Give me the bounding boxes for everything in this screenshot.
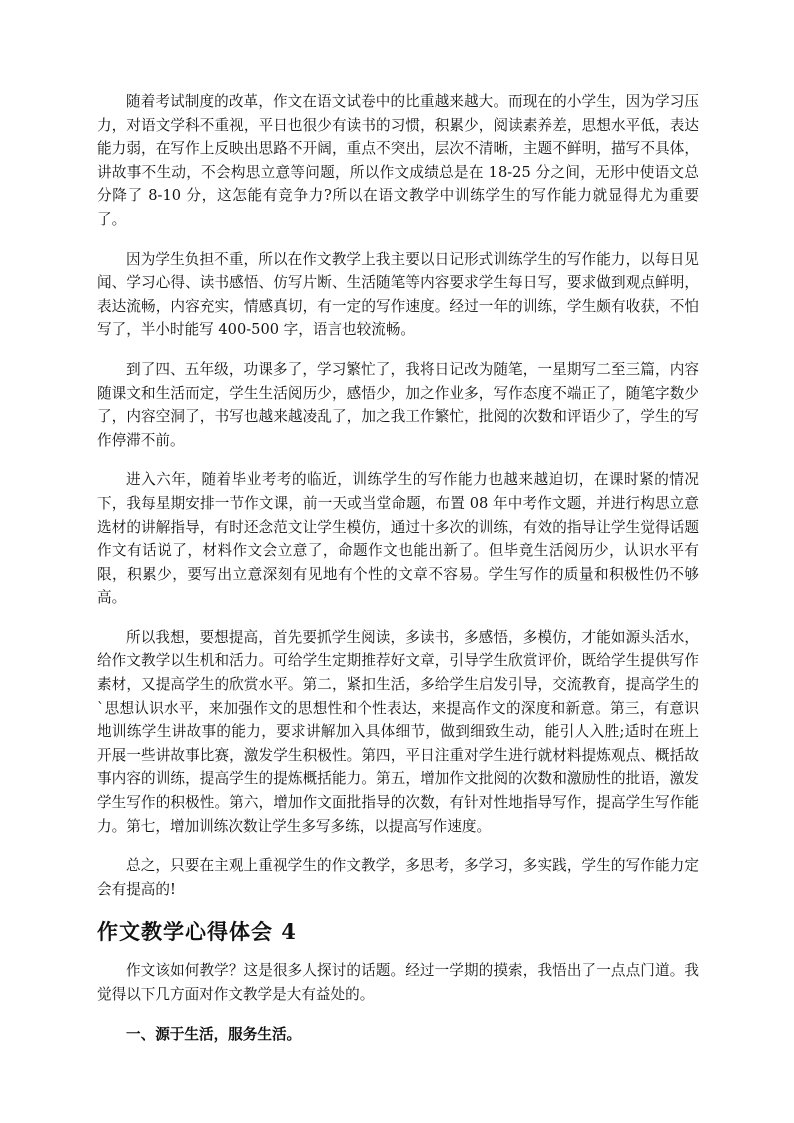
paragraph: 随着考试制度的改革，作文在语文试卷中的比重越来越大。而现在的小学生，因为学习压力，对语文学科不重视，平日也很少有读书的习惯，积累少，阅读素养差，思想水平低，表达能力弱，在写作上反映出思路不开阔，重点不突出，层次不清晰，主题不鲜明，描写不具体，讲故事不生动，不会构思立意等问题，所以作文成绩总是在 18-25 分之间，无形中使语文总分降了 8-10 分，这怎能有竞争力?所以在语文教学中训练学生的写作能力就显得尤为重要了。 — [97, 93, 699, 228]
paragraph: 所以我想，要想提高，首先要抓学生阅读，多读书，多感悟，多模仿，才能如源头活水，给作文教学以生机和活力。可给学生定期推荐好文章，引导学生欣赏评价，既给学生提供写作素材，又提高学生的欣赏水平。第二，紧扣生活，多给学生启发引导，交流教育，提高学生的`思想认识水平，来加强作文的思想性和个性表达，来提高作文的深度和新意。第三，有意识地训练学生讲故事的能力，要求讲解加入具体细节，做到细致生动，能引人入胜;适时在班上开展一些讲故事比赛，激发学生积极性。第四，平日注重对学生进行就材料提炼观点、概括故事内容的训练，提高学生的提炼概括能力。第五，增加作文批阅的次数和激励性的批语，激发学生写作的积极性。第六，增加作文面批指导的次数，有针对性地指导写作，提高学生写作能力。第七，增加训练次数让学生多写多练，以提高写作速度。 — [97, 628, 699, 835]
paragraph: 进入六年，随着毕业考考的临近，训练学生的写作能力也越来越迫切，在课时紧的情况下，我每星期安排一节作文课，前一天或当堂命题，布置 08 年中考作文题，并进行构思立意选材的讲解指导，有时还念范文让学生模仿，通过十多次的训练，有效的指导让学生觉得话题作文有话说了，材料作文会立意了，命题作文也能出新了。但毕竟生活阅历少，认识水平有限，积累少，要写出立意深刻有见地有个性的文章不容易。学生写作的质量和积极性仍不够高。 — [97, 471, 699, 607]
subsection-heading: 一、源于生活，服务生活。 — [126, 1025, 302, 1043]
section-heading: 作文教学心得体会 4 — [97, 919, 297, 945]
paragraph: 作文该如何教学？这是很多人探讨的话题。经过一学期的摸索，我悟出了一点点门道。我觉得以下几方面对作文教学是大有益处的。 — [97, 962, 699, 1003]
paragraph: 因为学生负担不重，所以在作文教学上我主要以日记形式训练学生的写作能力，以每日见闻、学习心得、读书感悟、仿写片断、生活随笔等内容要求学生每日写，要求做到观点鲜明，表达流畅，内容充实，情感真切，有一定的写作速度。经过一年的训练，学生颇有收获，不怕写了，半小时能写 400-500 字，语言也较流畅。 — [97, 250, 699, 339]
document-page — [97, 90, 699, 1046]
paragraph: 总之，只要在主观上重视学生的作文教学，多思考，多学习，多实践，学生的写作能力定会有提高的! — [97, 857, 699, 898]
paragraph: 到了四、五年级，功课多了，学习繁忙了，我将日记改为随笔，一星期写二至三篇，内容随课文和生活而定，学生生活阅历少，感悟少，加之作业多，写作态度不端正了，随笔字数少了，内容空洞了，书写也越来越凌乱了，加之我工作繁忙，批阅的次数和评语少了，学生的写作停滞不前。 — [97, 360, 699, 449]
